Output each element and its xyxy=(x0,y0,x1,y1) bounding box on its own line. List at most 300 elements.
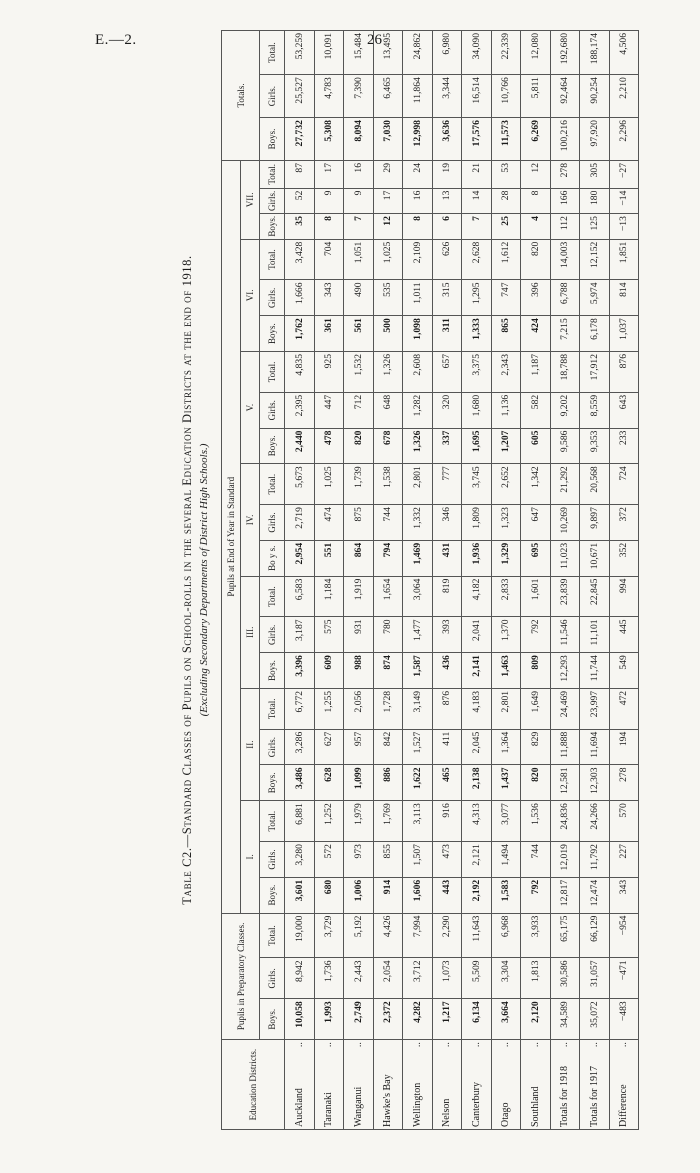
table-cell: 3,486 xyxy=(285,765,315,801)
table-cell: 2,719 xyxy=(285,505,315,541)
table-cell: 2,120 xyxy=(521,999,551,1040)
table-cell: 12,019 xyxy=(550,842,580,878)
table-cell: 3,304 xyxy=(491,958,521,999)
table-cell: 112 xyxy=(550,214,580,240)
table-cell: 346 xyxy=(432,505,462,541)
table-cell: 3,933 xyxy=(521,913,551,958)
table-cell: 4,506 xyxy=(609,31,639,75)
table-cell: 5,509 xyxy=(462,958,492,999)
table-cell: 25 xyxy=(491,214,521,240)
table-cell: 1,136 xyxy=(491,392,521,428)
table-cell: 1,769 xyxy=(373,801,403,842)
leader-dots: .. xyxy=(411,1042,423,1048)
table-cell: 2,628 xyxy=(462,239,492,280)
col-header: Boys. xyxy=(260,765,285,801)
table-cell: 628 xyxy=(314,765,344,801)
col-header: Total. xyxy=(260,31,285,75)
table-row xyxy=(609,31,639,1130)
col-header: Boys. xyxy=(260,214,285,240)
table-cell: 994 xyxy=(609,576,639,617)
table-cell: 11,888 xyxy=(550,729,580,765)
table-cell: 6,465 xyxy=(373,75,403,118)
table-cell: 2,801 xyxy=(403,464,433,505)
table-cell: 1,583 xyxy=(491,877,521,913)
col-header: Total. xyxy=(260,688,285,729)
table-cell: 3,064 xyxy=(403,576,433,617)
table-cell: 1,073 xyxy=(432,958,462,999)
table-cell: 11,792 xyxy=(580,842,610,878)
table-cell: 2,749 xyxy=(344,999,374,1040)
table-cell: 1,739 xyxy=(344,464,374,505)
district-name xyxy=(491,1040,521,1130)
table-cell: 11,023 xyxy=(550,540,580,576)
table-cell: 11,744 xyxy=(580,653,610,689)
district-name xyxy=(432,1040,462,1130)
table-cell: 24 xyxy=(403,160,433,188)
table-cell: 1,329 xyxy=(491,540,521,576)
table-cell: 582 xyxy=(521,392,551,428)
table-cell: 19 xyxy=(432,160,462,188)
table-cell: 16 xyxy=(344,160,374,188)
table-cell: 53 xyxy=(491,160,521,188)
table-row xyxy=(462,31,492,1130)
table-cell: 361 xyxy=(314,316,344,352)
table-cell: 809 xyxy=(521,653,551,689)
table-cell: 9,897 xyxy=(580,505,610,541)
table-cell: 648 xyxy=(373,392,403,428)
table-cell: 855 xyxy=(373,842,403,878)
col-header: Girls. xyxy=(260,958,285,999)
table-cell: −14 xyxy=(609,188,639,214)
table-cell: 2,141 xyxy=(462,653,492,689)
table-cell: 17 xyxy=(373,188,403,214)
table-cell: 474 xyxy=(314,505,344,541)
table-cell: 24,469 xyxy=(550,688,580,729)
table-cell: 2,109 xyxy=(403,239,433,280)
table-cell: 9,202 xyxy=(550,392,580,428)
table-cell: 337 xyxy=(432,428,462,464)
table-cell: 6,968 xyxy=(491,913,521,958)
table-cell: 4,783 xyxy=(314,75,344,118)
table-cell: 8,942 xyxy=(285,958,315,999)
table-cell: 65,175 xyxy=(550,913,580,958)
leader-dots: .. xyxy=(500,1042,512,1048)
table-cell: 2,440 xyxy=(285,428,315,464)
table-cell: 8,559 xyxy=(580,392,610,428)
table-cell: 957 xyxy=(344,729,374,765)
table-cell: 570 xyxy=(609,801,639,842)
table-cell: 1,507 xyxy=(403,842,433,878)
table-cell: 424 xyxy=(521,316,551,352)
table-cell: 17 xyxy=(314,160,344,188)
table-body xyxy=(285,31,639,1130)
summary-label xyxy=(609,1040,639,1130)
sub-header-row xyxy=(260,31,285,1130)
table-cell: 1,051 xyxy=(344,239,374,280)
table-cell: 2,343 xyxy=(491,351,521,392)
row-label: Southland xyxy=(529,1086,541,1127)
table-cell: 9,353 xyxy=(580,428,610,464)
table-cell: 35 xyxy=(285,214,315,240)
table-cell: 20,568 xyxy=(580,464,610,505)
table-cell: 865 xyxy=(491,316,521,352)
table-cell: 747 xyxy=(491,280,521,316)
table-cell: 5,192 xyxy=(344,913,374,958)
table-cell: 1,532 xyxy=(344,351,374,392)
table-cell: 3,149 xyxy=(403,688,433,729)
group-header-std-1: I. xyxy=(241,801,260,913)
col-header: Total. xyxy=(260,464,285,505)
col-header: Girls. xyxy=(260,842,285,878)
table-cell: 8 xyxy=(314,214,344,240)
row-label: Difference xyxy=(618,1084,630,1127)
table-cell: 445 xyxy=(609,617,639,653)
table-cell: 1,666 xyxy=(285,280,315,316)
table-cell: −13 xyxy=(609,214,639,240)
table-cell: 3,712 xyxy=(403,958,433,999)
col-header: Boys. xyxy=(260,316,285,352)
table-cell: 1,736 xyxy=(314,958,344,999)
table-cell: 2,138 xyxy=(462,765,492,801)
table-cell: 4,182 xyxy=(462,576,492,617)
col-header: Total. xyxy=(260,351,285,392)
table-cell: 643 xyxy=(609,392,639,428)
table-row xyxy=(491,31,521,1130)
table-cell: 473 xyxy=(432,842,462,878)
table-cell: 35,072 xyxy=(580,999,610,1040)
col-header: Total. xyxy=(260,801,285,842)
table-cell: 1,601 xyxy=(521,576,551,617)
table-cell: 1,025 xyxy=(373,239,403,280)
table-cell: 2,954 xyxy=(285,540,315,576)
table-cell: 34,589 xyxy=(550,999,580,1040)
table-cell: 1,936 xyxy=(462,540,492,576)
table-cell: 16,514 xyxy=(462,75,492,118)
table-cell: 194 xyxy=(609,729,639,765)
row-label: Totals for 1917 xyxy=(588,1066,600,1127)
table-cell: 166 xyxy=(550,188,580,214)
table-cell: 443 xyxy=(432,877,462,913)
table-cell: 549 xyxy=(609,653,639,689)
group-header-std-3: III. xyxy=(241,576,260,688)
page-series-label: E.—2. xyxy=(95,32,137,48)
leader-dots: .. xyxy=(618,1042,630,1048)
table-cell: 3,428 xyxy=(285,239,315,280)
table-cell: 712 xyxy=(344,392,374,428)
table-cell: 2,056 xyxy=(344,688,374,729)
table-cell: 973 xyxy=(344,842,374,878)
table-cell: 12 xyxy=(521,160,551,188)
table-cell: 27,732 xyxy=(285,118,315,161)
leader-dots: .. xyxy=(470,1042,482,1048)
table-cell: 1,606 xyxy=(403,877,433,913)
row-label: Auckland xyxy=(293,1088,305,1127)
table-cell: 6,269 xyxy=(521,118,551,161)
table-cell: 12,152 xyxy=(580,239,610,280)
table-cell: 188,174 xyxy=(580,31,610,75)
table-cell: 97,920 xyxy=(580,118,610,161)
table-cell: 472 xyxy=(609,688,639,729)
table-cell: 777 xyxy=(432,464,462,505)
table-cell: 1,255 xyxy=(314,688,344,729)
table-cell: 820 xyxy=(521,765,551,801)
district-name xyxy=(314,1040,344,1130)
table-cell: 914 xyxy=(373,877,403,913)
table-title: Table C2.—Standard Classes of Pupils on School-rolls in the several Education Districts at the end of 1918. xyxy=(180,255,194,905)
table-cell: 575 xyxy=(314,617,344,653)
table-cell: 7 xyxy=(344,214,374,240)
col-header: Girls. xyxy=(260,729,285,765)
table-cell: 3,636 xyxy=(432,118,462,161)
table-cell: 1,370 xyxy=(491,617,521,653)
district-name xyxy=(344,1040,374,1130)
table-cell: 1,364 xyxy=(491,729,521,765)
col-header: Boys. xyxy=(260,428,285,464)
table-cell: 4,282 xyxy=(403,999,433,1040)
table-cell: 24,266 xyxy=(580,801,610,842)
row-label: Wellington xyxy=(411,1082,423,1127)
table-cell: 829 xyxy=(521,729,551,765)
col-header: Girls. xyxy=(260,280,285,316)
table-cell: 1,813 xyxy=(521,958,551,999)
table-cell: 678 xyxy=(373,428,403,464)
leader-dots: .. xyxy=(588,1042,600,1048)
table-cell: 22,339 xyxy=(491,31,521,75)
leader-dots: .. xyxy=(559,1042,571,1048)
table-cell: 2,801 xyxy=(491,688,521,729)
table-cell: 18,788 xyxy=(550,351,580,392)
table-row xyxy=(403,31,433,1130)
table-cell: 6,178 xyxy=(580,316,610,352)
col-header: Boys. xyxy=(260,653,285,689)
group-header-totals: Totals. xyxy=(222,31,260,161)
table-cell: 1,011 xyxy=(403,280,433,316)
table-cell: 23,839 xyxy=(550,576,580,617)
table-cell: 1,494 xyxy=(491,842,521,878)
group-header-std-4: IV. xyxy=(241,464,260,576)
table-cell: 11,101 xyxy=(580,617,610,653)
table-cell: 1,282 xyxy=(403,392,433,428)
table-cell: 680 xyxy=(314,877,344,913)
table-cell: 2,045 xyxy=(462,729,492,765)
table-cell: 3,601 xyxy=(285,877,315,913)
table-cell: 1,477 xyxy=(403,617,433,653)
table-cell: 3,745 xyxy=(462,464,492,505)
group-header-std-6: VI. xyxy=(241,239,260,351)
table-cell: 11,694 xyxy=(580,729,610,765)
table-cell: 10,671 xyxy=(580,540,610,576)
table-cell: 447 xyxy=(314,392,344,428)
table-cell: 2,210 xyxy=(609,75,639,118)
table-cell: 24,862 xyxy=(403,31,433,75)
table-cell: 3,286 xyxy=(285,729,315,765)
table-cell: 1,207 xyxy=(491,428,521,464)
table-cell: 3,113 xyxy=(403,801,433,842)
table-cell: 14,003 xyxy=(550,239,580,280)
table-cell: 2,290 xyxy=(432,913,462,958)
table-cell: 6,788 xyxy=(550,280,580,316)
table-cell: 5,811 xyxy=(521,75,551,118)
table-cell: 15,484 xyxy=(344,31,374,75)
table-cell: 1,762 xyxy=(285,316,315,352)
table-cell: 4,835 xyxy=(285,351,315,392)
table-cell: 744 xyxy=(521,842,551,878)
table-cell: 4,313 xyxy=(462,801,492,842)
table-cell: 1,695 xyxy=(462,428,492,464)
table-cell: 1,728 xyxy=(373,688,403,729)
table-cell: 3,375 xyxy=(462,351,492,392)
table-cell: 305 xyxy=(580,160,610,188)
table-cell: 2,608 xyxy=(403,351,433,392)
table-cell: 551 xyxy=(314,540,344,576)
table-cell: 192,680 xyxy=(550,31,580,75)
table-cell: 343 xyxy=(314,280,344,316)
row-label: Wanganui xyxy=(352,1086,364,1127)
table-cell: 3,077 xyxy=(491,801,521,842)
table-cell: 9,586 xyxy=(550,428,580,464)
table-cell: 1,649 xyxy=(521,688,551,729)
table-cell: 9 xyxy=(314,188,344,214)
leader-dots: .. xyxy=(529,1042,541,1048)
table-cell: 21 xyxy=(462,160,492,188)
table-cell: −954 xyxy=(609,913,639,958)
table-cell: 4,426 xyxy=(373,913,403,958)
table-row xyxy=(314,31,344,1130)
table-cell: 794 xyxy=(373,540,403,576)
table-cell: 780 xyxy=(373,617,403,653)
table-cell: 1,187 xyxy=(521,351,551,392)
table-cell: 2,652 xyxy=(491,464,521,505)
table-cell: 2,395 xyxy=(285,392,315,428)
table-cell: 352 xyxy=(609,540,639,576)
table-cell: 1,037 xyxy=(609,316,639,352)
col-header: Total. xyxy=(260,913,285,958)
table-cell: 66,129 xyxy=(580,913,610,958)
table-cell: 10,269 xyxy=(550,505,580,541)
table-cell: 2,054 xyxy=(373,958,403,999)
row-label: Hawke's Bay xyxy=(382,1074,394,1127)
col-header: Total. xyxy=(260,239,285,280)
table-cell: 372 xyxy=(609,505,639,541)
table-cell: 1,851 xyxy=(609,239,639,280)
table-cell: 396 xyxy=(521,280,551,316)
table-cell: 8 xyxy=(403,214,433,240)
table-cell: 875 xyxy=(344,505,374,541)
table-cell: 393 xyxy=(432,617,462,653)
table-cell: 3,396 xyxy=(285,653,315,689)
leader-dots: .. xyxy=(352,1042,364,1048)
table-cell: 1,184 xyxy=(314,576,344,617)
table-cell: 1,006 xyxy=(344,877,374,913)
table-cell: 1,993 xyxy=(314,999,344,1040)
table-row xyxy=(521,31,551,1130)
row-label: Canterbury xyxy=(470,1082,482,1127)
table-cell: 657 xyxy=(432,351,462,392)
table-cell: 31,057 xyxy=(580,958,610,999)
table-cell: 874 xyxy=(373,653,403,689)
table-cell: 19,000 xyxy=(285,913,315,958)
table-cell: 6,881 xyxy=(285,801,315,842)
row-label: Taranaki xyxy=(323,1092,335,1127)
table-cell: 886 xyxy=(373,765,403,801)
table-cell: 7,994 xyxy=(403,913,433,958)
table-cell: 1,536 xyxy=(521,801,551,842)
district-name xyxy=(521,1040,551,1130)
table-cell: 6,980 xyxy=(432,31,462,75)
row-label: Nelson xyxy=(441,1098,453,1127)
table-cell: 1,025 xyxy=(314,464,344,505)
table-cell: 925 xyxy=(314,351,344,392)
table-cell: 695 xyxy=(521,540,551,576)
table-cell: 792 xyxy=(521,617,551,653)
corner-header: Education Districts. xyxy=(222,1040,285,1130)
table-row xyxy=(344,31,374,1130)
district-name xyxy=(285,1040,315,1130)
table-cell: 29 xyxy=(373,160,403,188)
table-subtitle: (Excluding Secondary Departments of District High Schools.) xyxy=(198,443,210,717)
table-cell: 842 xyxy=(373,729,403,765)
col-header: Girls. xyxy=(260,617,285,653)
rotated-table-block xyxy=(180,30,660,1130)
table-cell: 864 xyxy=(344,540,374,576)
table-cell: 233 xyxy=(609,428,639,464)
table-cell: 627 xyxy=(314,729,344,765)
group-header-prep: Pupils in Preparatory Classes. xyxy=(222,913,260,1040)
table-cell: 988 xyxy=(344,653,374,689)
col-header: Bo y s. xyxy=(260,540,285,576)
table-cell: 2,833 xyxy=(491,576,521,617)
table-cell: −27 xyxy=(609,160,639,188)
col-header: Boys. xyxy=(260,118,285,161)
table-cell: 3,280 xyxy=(285,842,315,878)
table-cell: 5,308 xyxy=(314,118,344,161)
table-cell: 6,134 xyxy=(462,999,492,1040)
col-header: Boys. xyxy=(260,877,285,913)
leader-dots: .. xyxy=(293,1042,305,1048)
table-cell: 876 xyxy=(609,351,639,392)
table-cell: 1,612 xyxy=(491,239,521,280)
table-cell: 1,342 xyxy=(521,464,551,505)
table-cell: 2,041 xyxy=(462,617,492,653)
district-name xyxy=(373,1040,403,1130)
group-header-std-7: VII. xyxy=(241,160,260,239)
table-cell: 931 xyxy=(344,617,374,653)
table-cell: −471 xyxy=(609,958,639,999)
table-cell: 1,622 xyxy=(403,765,433,801)
table-cell: 3,664 xyxy=(491,999,521,1040)
table-cell: 820 xyxy=(521,239,551,280)
table-cell: 1,098 xyxy=(403,316,433,352)
super-header-row xyxy=(222,31,241,1130)
table-cell: 30,586 xyxy=(550,958,580,999)
table-cell: 24,836 xyxy=(550,801,580,842)
leader-dots: .. xyxy=(323,1042,335,1048)
table-cell: 744 xyxy=(373,505,403,541)
table-cell: 1,295 xyxy=(462,280,492,316)
table-cell: 34,090 xyxy=(462,31,492,75)
district-name xyxy=(403,1040,433,1130)
table-cell: 12 xyxy=(373,214,403,240)
table-cell: 10,091 xyxy=(314,31,344,75)
leader-dots: .. xyxy=(441,1042,453,1048)
table-cell: 535 xyxy=(373,280,403,316)
table-cell: 315 xyxy=(432,280,462,316)
table-cell: 411 xyxy=(432,729,462,765)
table-cell: 12,474 xyxy=(580,877,610,913)
table-cell: 1,654 xyxy=(373,576,403,617)
table-cell: 53,259 xyxy=(285,31,315,75)
table-cell: 17,576 xyxy=(462,118,492,161)
